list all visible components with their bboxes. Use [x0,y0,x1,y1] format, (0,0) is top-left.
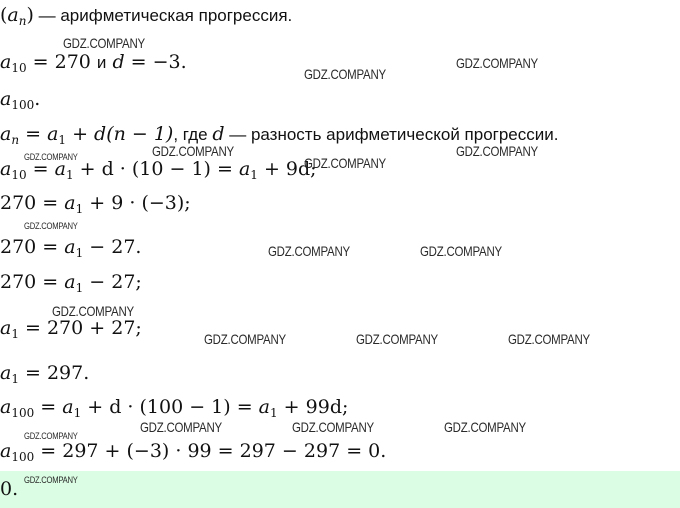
var-a: a [64,192,76,214]
expr-end: − 27; [83,271,142,293]
sub-1: 1 [73,406,82,420]
watermark: GDZ.COMPANY [444,419,526,435]
var-a: a [62,396,74,418]
line-a100-formula [0,396,348,420]
sub-1: 1 [11,327,19,341]
watermark: GDZ.COMPANY [24,431,78,441]
line-a100-compute [0,440,386,464]
sub-n: n [18,14,27,28]
sub-n: n [11,133,20,147]
watermark: GDZ.COMPANY [24,475,78,485]
var-d: d [106,51,125,73]
sub-1: 1 [65,168,74,182]
watermark: GDZ.COMPANY [304,66,386,82]
value-270: = 270 [26,51,97,73]
watermark: GDZ.COMPANY [456,55,538,71]
sub-1: 1 [75,202,84,216]
var-a: a [0,362,12,384]
watermark: GDZ.COMPANY [356,331,438,347]
watermark: GDZ.COMPANY [24,221,78,231]
var-a: a [0,123,12,145]
equals: = [26,158,55,180]
line-simplify-2 [0,271,142,295]
sub-100: 100 [11,406,35,420]
answer-value: 0. [0,478,19,500]
sub-100: 100 [11,98,35,112]
sub-1: 1 [270,406,278,420]
watermark: GDZ.COMPANY [304,155,386,171]
watermark: GDZ.COMPANY [456,143,538,159]
var-a: a [0,158,12,180]
expr-end: = 297 + (−3) · 99 = 297 − 297 = 0. [34,440,387,462]
var-a: a [238,158,251,180]
watermark: GDZ.COMPANY [204,331,286,347]
var-a: a [0,88,12,110]
lhs: 270 = [0,236,65,258]
watermark: GDZ.COMPANY [420,243,502,259]
formula-rest: + d(n − 1) [66,123,174,145]
watermark: GDZ.COMPANY [268,243,350,259]
var-a: a [0,51,12,73]
expr-end: + 9 · (−3); [83,192,191,214]
answer-line [0,478,18,500]
watermark: GDZ.COMPANY [63,35,145,51]
answer-highlight [0,471,680,508]
value-d: = −3. [124,51,187,73]
expr-end: = 297. [18,362,90,384]
var-a: a [54,158,66,180]
expr: + d · (100 − 1) = [81,396,259,418]
where-text: , где [173,125,213,144]
watermark: GDZ.COMPANY [140,419,222,435]
sub-1: 1 [58,133,67,147]
lhs: 270 = [0,192,65,214]
sub-10: 10 [11,168,27,182]
line-simplify-1 [0,236,141,260]
var-a: a [7,4,19,26]
line-a1-sum [0,317,142,341]
sub-1: 1 [11,372,19,386]
var-a: a [0,317,12,339]
equals: = [19,123,48,145]
line-a1-result [0,362,89,386]
line-sequence-definition [0,4,292,28]
watermark: GDZ.COMPANY [52,303,134,319]
expr-end: + 99d; [277,396,349,418]
sub-10: 10 [11,61,27,75]
paren-open: ( [0,4,8,26]
var-a: a [0,396,12,418]
paren-close: ) [26,4,34,26]
line-given [0,51,187,75]
var-a: a [258,396,270,418]
expr-end: = 270 + 27; [18,317,142,339]
var-a: a [64,236,76,258]
difference-text: — разность арифметической прогрессии. [224,125,559,144]
lhs: 270 = [0,271,65,293]
watermark: GDZ.COMPANY [292,419,374,435]
equals: = [34,396,63,418]
line-substitution [0,192,191,216]
sub-1: 1 [75,246,84,260]
watermark: GDZ.COMPANY [152,143,234,159]
watermark: GDZ.COMPANY [508,331,590,347]
var-a: a [64,271,76,293]
var-a: a [0,440,12,462]
var-d: d [212,123,225,145]
sub-1: 1 [75,281,84,295]
expr-end: − 27. [83,236,142,258]
expr: + d · (10 − 1) = [73,158,239,180]
conjunction: и [96,53,107,72]
sub-1: 1 [250,168,258,182]
definition-text: — арифметическая прогрессия. [33,6,293,25]
sub-100: 100 [11,450,35,464]
watermark: GDZ.COMPANY [24,152,78,162]
line-find [0,88,40,112]
expr-end: + 9d; [257,158,317,180]
period: . [34,88,41,110]
var-a: a [47,123,59,145]
